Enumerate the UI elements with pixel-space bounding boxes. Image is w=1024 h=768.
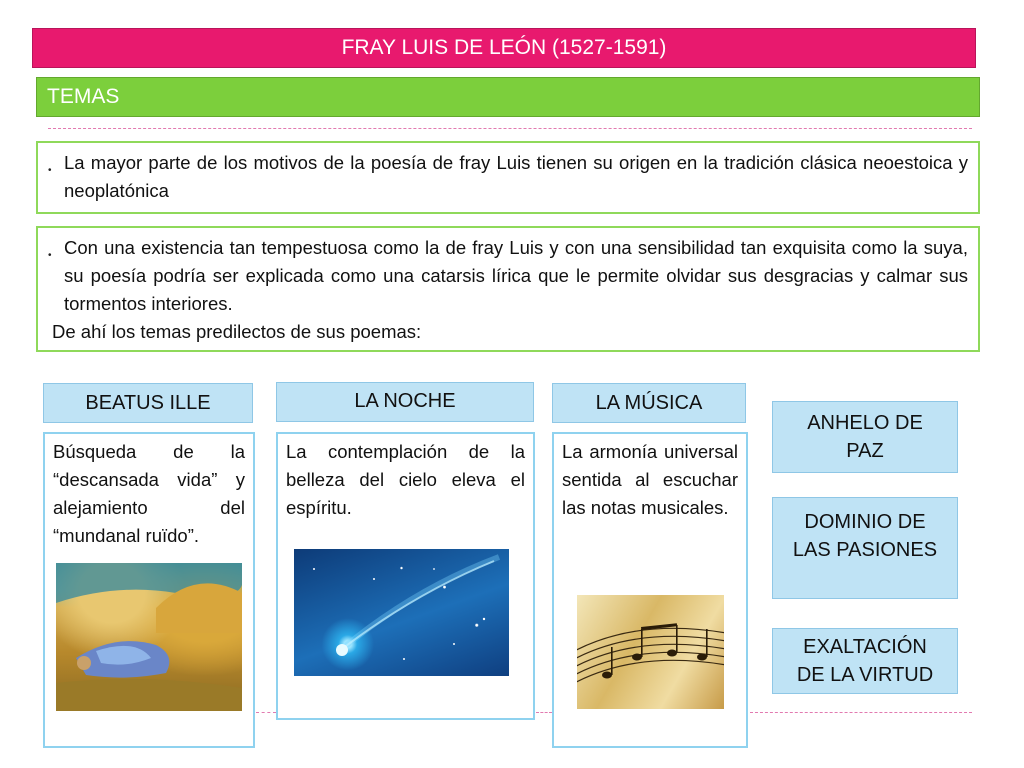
sheet-music-image (577, 595, 724, 709)
intro-tail: De ahí los temas predilectos de sus poemas: (52, 321, 422, 342)
divider-top (48, 128, 972, 129)
siesta-painting-icon (56, 563, 242, 711)
column-text-la-noche: La contemplación de la belleza del cielo eleva el espíritu. (286, 441, 525, 518)
column-heading-beatus-ille: BEATUS ILLE (43, 383, 253, 423)
topic-line: DOMINIO DE (804, 511, 926, 533)
column-text-la-musica: La armonía universal sentida al escuchar las notas musicales. (562, 441, 738, 518)
slide-title: FRAY LUIS DE LEÓN (1527-1591) (32, 28, 976, 68)
topic-exaltacion-de-la-virtud (772, 628, 958, 694)
intro-bullet-2: Con una existencia tan tempestuosa como la de fray Luis y con una sensibilidad tan exquisita como la suya, su poesía podría ser explicada como una catarsis lírica que le permite olvidar sus desgracias y calmar sus tormentos interiores. (64, 237, 968, 314)
intro-panel-2 (36, 226, 980, 352)
topic-line: EXALTACIÓN (803, 636, 927, 658)
bullet-icon: • (48, 165, 52, 176)
column-heading-la-musica: LA MÚSICA (552, 383, 746, 423)
topic-line: ANHELO DE (807, 412, 923, 434)
topic-line: LAS PASIONES (792, 539, 938, 561)
column-text-beatus-ille: Búsqueda de la “descansada vida” y alejamiento del “mundanal ruïdo”. (53, 441, 245, 546)
comet-icon (294, 549, 509, 676)
bullet-icon: • (48, 250, 52, 261)
painting-rest-image (56, 563, 242, 711)
divider-bottom-1 (256, 712, 276, 713)
topic-dominio-de-las-pasiones (772, 497, 958, 599)
topic-line: DE LA VIRTUD (796, 664, 934, 686)
column-heading-la-noche: LA NOCHE (276, 382, 534, 422)
section-heading: TEMAS (36, 77, 980, 117)
divider-bottom-2 (536, 712, 552, 713)
intro-bullet-1: La mayor parte de los motivos de la poesía de fray Luis tienen su origen en la tradición clásica neoestoica y neoplatónica (64, 152, 968, 201)
topic-line: PAZ (846, 440, 884, 462)
intro-panel-1 (36, 141, 980, 214)
music-notes-icon (577, 595, 724, 709)
divider-bottom-3 (750, 712, 972, 713)
comet-night-image (294, 549, 509, 676)
topic-anhelo-de-paz (772, 401, 958, 473)
